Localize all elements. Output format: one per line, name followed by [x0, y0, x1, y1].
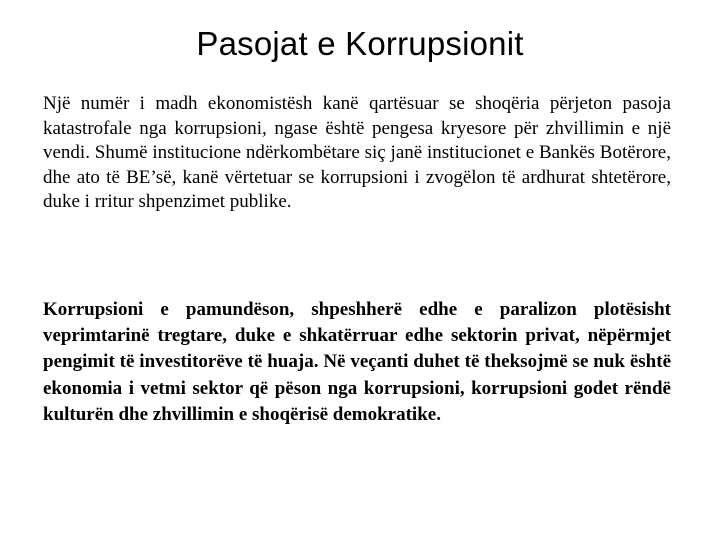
paragraph-consequences: Korrupsioni e pamundëson, shpeshherë edhe e paralizon plotësisht veprimtarinë tregtare, duke e shkatërruar edhe sektorin privat, nëpërmjet pengimit të investitorëve të huaja. Në veçanti duhet të theksojmë se nuk është ekonomia i vetmi sektor që pëson nga korrupsioni, korrupsioni godet rëndë kulturën dhe zhvillimin e shoqërisë demokratike. [43, 299, 671, 425]
paragraph-intro: Një numër i madh ekonomistësh kanë qartësuar se shoqëria përjeton pasoja katastrofale nga korrupsioni, ngase është pengesa kryesore për zhvillimin e një vendi. Shumë institucione ndërkombëtare siç janë institucionet e Bankës Botërore, dhe ato të BE’së, kanë vërtetuar se korrupsioni i zvogëlon të ardhurat shtetërore, duke i rritur shpenzimet publike. [43, 93, 671, 213]
slide-title: Pasojat e Korrupsionit [196, 25, 524, 62]
